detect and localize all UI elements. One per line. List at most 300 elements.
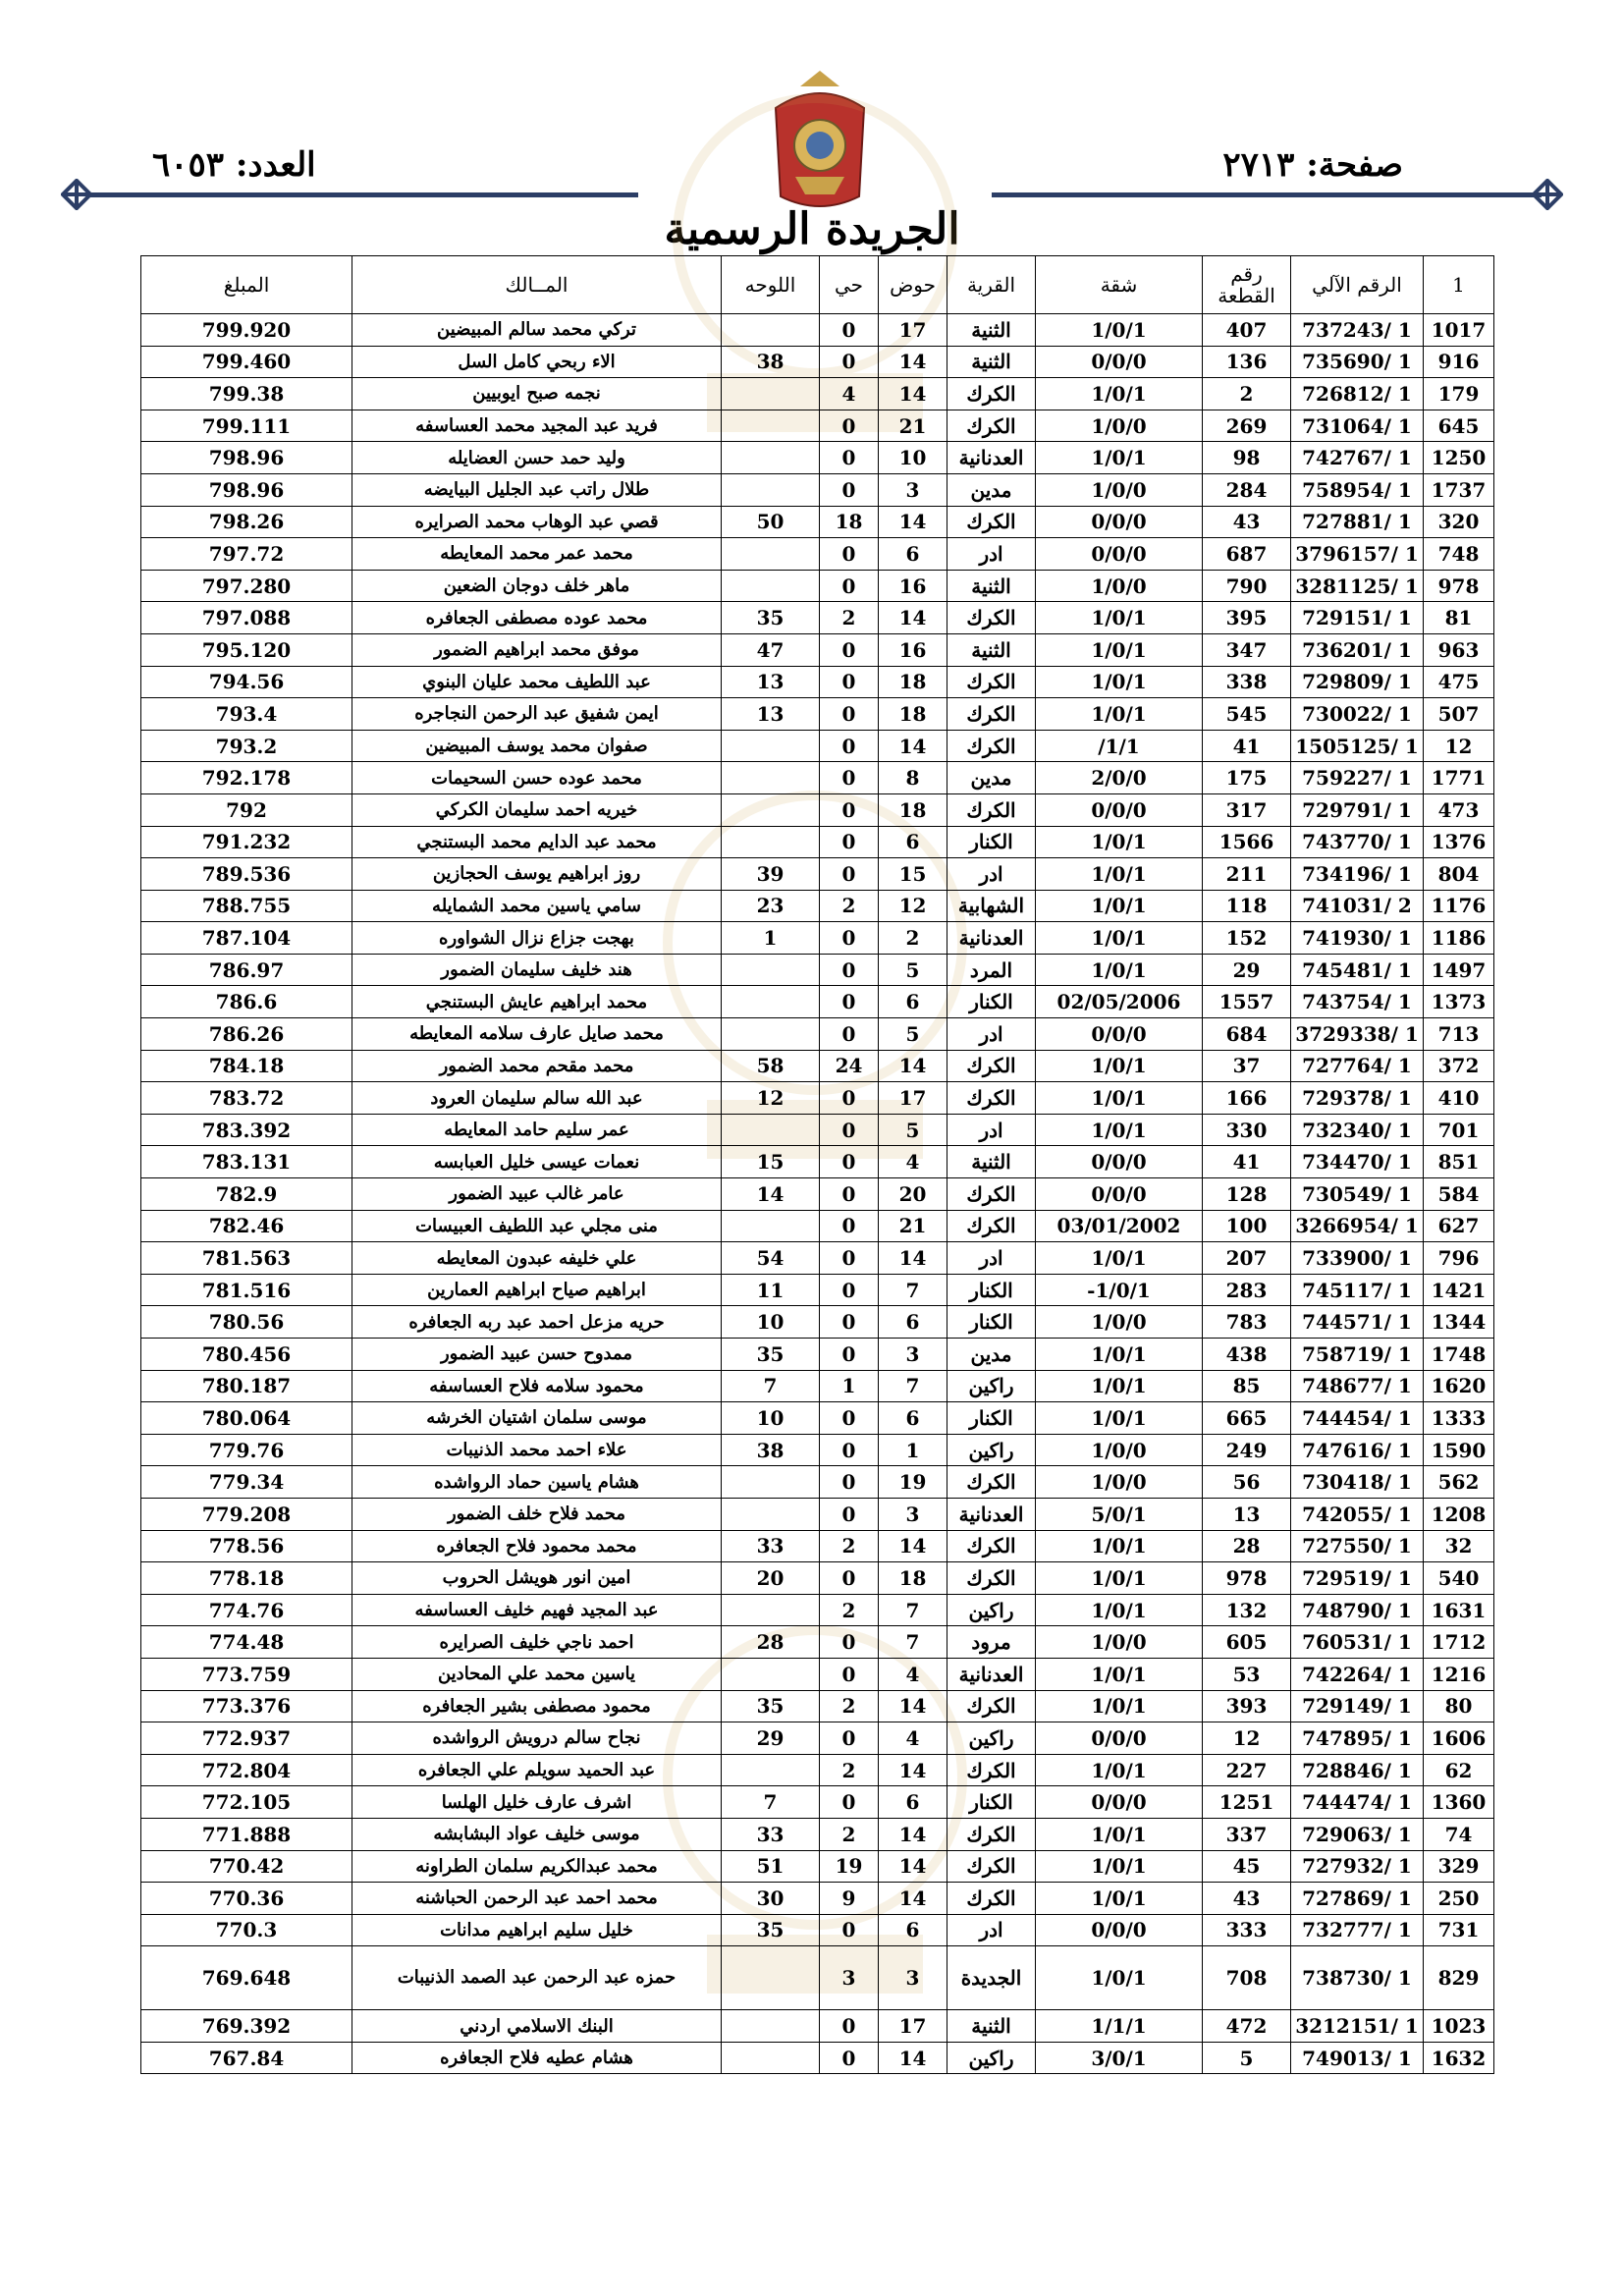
board-cell: 29 — [722, 1722, 820, 1755]
auto-number-cell: 1 /727550 — [1291, 1530, 1424, 1562]
village-cell: الكرك — [947, 1690, 1036, 1722]
basin-cell: 7 — [879, 1370, 947, 1402]
table-row — [141, 633, 1494, 666]
auto-number-cell: 1 /729791 — [1291, 793, 1424, 826]
district-cell: 0 — [820, 473, 879, 506]
apartment-cell: 1/1/1 — [1036, 2010, 1203, 2043]
serial-cell: 179 — [1424, 378, 1494, 410]
owner-cell: حريه مزعل احمد عبد ربه الجعافره — [352, 1306, 722, 1339]
district-cell: 0 — [820, 1242, 879, 1275]
auto-number-cell: 1 /1505125 — [1291, 730, 1424, 762]
basin-cell: 6 — [879, 1402, 947, 1435]
amount-cell: 792.178 — [141, 762, 352, 794]
plot-number-cell: 41 — [1203, 730, 1291, 762]
owner-cell: محمود سلامه فلاح العساسفه — [352, 1370, 722, 1402]
district-cell: 0 — [820, 633, 879, 666]
serial-cell: 1376 — [1424, 826, 1494, 858]
apartment-cell: 0/0/0 — [1036, 346, 1203, 378]
amount-cell: 780.187 — [141, 1370, 352, 1402]
board-cell: 7 — [722, 1370, 820, 1402]
village-cell: الكرك — [947, 410, 1036, 442]
serial-cell: 1620 — [1424, 1370, 1494, 1402]
board-cell: 58 — [722, 1050, 820, 1082]
basin-cell: 14 — [879, 378, 947, 410]
plot-number-cell: 605 — [1203, 1626, 1291, 1659]
amount-cell: 792 — [141, 793, 352, 826]
basin-cell: 7 — [879, 1594, 947, 1626]
district-cell: 0 — [820, 826, 879, 858]
apartment-cell: 1/0/1 — [1036, 890, 1203, 922]
auto-number-cell: 1 /730549 — [1291, 1178, 1424, 1211]
header-rule-left — [88, 192, 638, 197]
table-row — [141, 570, 1494, 602]
district-cell: 9 — [820, 1883, 879, 1915]
apartment-cell: 1/0/1 — [1036, 1658, 1203, 1690]
auto-number-cell: 1 /747895 — [1291, 1722, 1424, 1755]
auto-number-cell: 1 /732340 — [1291, 1114, 1424, 1146]
board-cell — [722, 826, 820, 858]
village-cell: مرود — [947, 1626, 1036, 1659]
column-header: شقة — [1036, 256, 1203, 314]
plot-number-cell: 227 — [1203, 1754, 1291, 1786]
table-row — [141, 1018, 1494, 1051]
owner-cell: روز ابراهيم يوسف الحجازين — [352, 858, 722, 891]
board-cell — [722, 1018, 820, 1051]
serial-cell: 540 — [1424, 1562, 1494, 1595]
plot-number-cell: 100 — [1203, 1210, 1291, 1242]
serial-cell: 731 — [1424, 1914, 1494, 1946]
amount-cell: 772.804 — [141, 1754, 352, 1786]
board-cell — [722, 1594, 820, 1626]
owner-cell: ممدوح حسن عبيد الضمور — [352, 1339, 722, 1371]
plot-number-cell: 211 — [1203, 858, 1291, 891]
auto-number-cell: 1 /732777 — [1291, 1914, 1424, 1946]
district-cell: 2 — [820, 890, 879, 922]
basin-cell: 7 — [879, 1626, 947, 1659]
table-row — [141, 1722, 1494, 1755]
auto-number-cell: 1 /3281125 — [1291, 570, 1424, 602]
district-cell: 0 — [820, 730, 879, 762]
auto-number-cell: 1 /728846 — [1291, 1754, 1424, 1786]
serial-cell: 829 — [1424, 1946, 1494, 2010]
apartment-cell: 1/0/1 — [1036, 1946, 1203, 2010]
village-cell: مدين — [947, 1339, 1036, 1371]
auto-number-cell: 1 /727869 — [1291, 1883, 1424, 1915]
page-number: صفحة: ٢٧١٣ — [1222, 145, 1403, 185]
plot-number-cell: 393 — [1203, 1690, 1291, 1722]
table-row — [141, 986, 1494, 1018]
column-header: رقم القطعة — [1203, 256, 1291, 314]
village-cell: العدنانية — [947, 1498, 1036, 1530]
table-row — [141, 442, 1494, 474]
basin-cell: 4 — [879, 1722, 947, 1755]
column-header: اللوحه — [722, 256, 820, 314]
column-header: القرية — [947, 256, 1036, 314]
table-row — [141, 1339, 1494, 1371]
district-cell: 0 — [820, 1178, 879, 1211]
owner-cell: منى مجلي عبد اللطيف العبيسات — [352, 1210, 722, 1242]
village-cell: الكرك — [947, 602, 1036, 634]
header-rule-right — [992, 192, 1542, 197]
owner-cell: محمد عوده حسن السحيمات — [352, 762, 722, 794]
apartment-cell: 1/0/1 — [1036, 1562, 1203, 1595]
table-row — [141, 1114, 1494, 1146]
auto-number-cell: 1 /741930 — [1291, 922, 1424, 955]
village-cell: ادر — [947, 858, 1036, 891]
serial-cell: 250 — [1424, 1883, 1494, 1915]
basin-cell: 14 — [879, 1242, 947, 1275]
auto-number-cell: 2 /741031 — [1291, 890, 1424, 922]
apartment-cell: 1/0/1 — [1036, 1690, 1203, 1722]
table-row — [141, 602, 1494, 634]
table-row — [141, 378, 1494, 410]
district-cell: 0 — [820, 442, 879, 474]
plot-number-cell: 118 — [1203, 890, 1291, 922]
district-cell: 0 — [820, 2042, 879, 2074]
auto-number-cell: 1 /3729338 — [1291, 1018, 1424, 1051]
plot-number-cell: 207 — [1203, 1242, 1291, 1275]
auto-number-cell: 1 /727932 — [1291, 1850, 1424, 1883]
table-row — [141, 1946, 1494, 2010]
board-cell: 47 — [722, 633, 820, 666]
apartment-cell: 0/0/0 — [1036, 1786, 1203, 1819]
amount-cell: 779.34 — [141, 1466, 352, 1499]
amount-cell: 770.3 — [141, 1914, 352, 1946]
apartment-cell: 1/0/1 — [1036, 1818, 1203, 1850]
district-cell: 24 — [820, 1050, 879, 1082]
table-row — [141, 698, 1494, 731]
apartment-cell: 1/0/1 — [1036, 1883, 1203, 1915]
table-row — [141, 1883, 1494, 1915]
board-cell — [722, 314, 820, 347]
serial-cell: 562 — [1424, 1466, 1494, 1499]
village-cell: الكرك — [947, 1050, 1036, 1082]
serial-cell: 584 — [1424, 1178, 1494, 1211]
plot-number-cell: 37 — [1203, 1050, 1291, 1082]
owner-cell: موسى خليف عواد البشابشه — [352, 1818, 722, 1850]
apartment-cell: 1/0/1 — [1036, 922, 1203, 955]
owner-cell: محمد عبد الدايم محمد البستنجي — [352, 826, 722, 858]
table-row — [141, 954, 1494, 986]
district-cell: 2 — [820, 1754, 879, 1786]
amount-cell: 799.920 — [141, 314, 352, 347]
owner-cell: طلال راتب عبد الجليل البيايضه — [352, 473, 722, 506]
amount-cell: 797.280 — [141, 570, 352, 602]
district-cell: 0 — [820, 954, 879, 986]
table-row — [141, 730, 1494, 762]
amount-cell: 772.937 — [141, 1722, 352, 1755]
village-cell: راكين — [947, 1370, 1036, 1402]
plot-number-cell: 166 — [1203, 1082, 1291, 1115]
apartment-cell: 0/0/0 — [1036, 1146, 1203, 1178]
amount-cell: 794.56 — [141, 666, 352, 698]
board-cell: 10 — [722, 1402, 820, 1435]
table-row — [141, 1754, 1494, 1786]
serial-cell: 1208 — [1424, 1498, 1494, 1530]
amount-cell: 798.96 — [141, 473, 352, 506]
plot-number-cell: 687 — [1203, 538, 1291, 571]
serial-cell: 1373 — [1424, 986, 1494, 1018]
apartment-cell: 0/0/0 — [1036, 793, 1203, 826]
basin-cell: 16 — [879, 570, 947, 602]
auto-number-cell: 1 /726812 — [1291, 378, 1424, 410]
auto-number-cell: 1 /729809 — [1291, 666, 1424, 698]
board-cell — [722, 1946, 820, 2010]
district-cell: 0 — [820, 698, 879, 731]
auto-number-cell: 1 /758719 — [1291, 1339, 1424, 1371]
board-cell: 38 — [722, 346, 820, 378]
auto-number-cell: 1 /730022 — [1291, 698, 1424, 731]
plot-number-cell: 43 — [1203, 506, 1291, 538]
apartment-cell: 1/0/1 — [1036, 954, 1203, 986]
apartment-cell: 1/0/1 — [1036, 1402, 1203, 1435]
amount-cell: 799.460 — [141, 346, 352, 378]
table-row — [141, 1786, 1494, 1819]
table-row — [141, 1498, 1494, 1530]
district-cell: 18 — [820, 506, 879, 538]
amount-cell: 770.42 — [141, 1850, 352, 1883]
auto-number-cell: 1 /729151 — [1291, 602, 1424, 634]
amount-cell: 799.38 — [141, 378, 352, 410]
table-row — [141, 314, 1494, 347]
plot-number-cell: 152 — [1203, 922, 1291, 955]
table-body — [141, 314, 1494, 2074]
plot-number-cell: 438 — [1203, 1339, 1291, 1371]
board-cell — [722, 442, 820, 474]
basin-cell: 17 — [879, 314, 947, 347]
auto-number-cell: 1 /760531 — [1291, 1626, 1424, 1659]
apartment-cell: 1/0/0 — [1036, 1466, 1203, 1499]
amount-cell: 773.376 — [141, 1690, 352, 1722]
owner-cell: عبد المجيد فهيم خليف العساسفه — [352, 1594, 722, 1626]
board-cell: 28 — [722, 1626, 820, 1659]
amount-cell: 791.232 — [141, 826, 352, 858]
board-cell: 13 — [722, 666, 820, 698]
owner-cell: محمد عوده مصطفى الجعافره — [352, 602, 722, 634]
amount-cell: 783.72 — [141, 1082, 352, 1115]
amount-cell: 780.456 — [141, 1339, 352, 1371]
basin-cell: 6 — [879, 1914, 947, 1946]
table-row — [141, 666, 1494, 698]
auto-number-cell: 1 /749013 — [1291, 2042, 1424, 2074]
village-cell: الكرك — [947, 666, 1036, 698]
village-cell: الكرك — [947, 1850, 1036, 1883]
board-cell: 15 — [722, 1146, 820, 1178]
serial-cell: 1250 — [1424, 442, 1494, 474]
table-row — [141, 1850, 1494, 1883]
board-cell — [722, 1754, 820, 1786]
plot-number-cell: 132 — [1203, 1594, 1291, 1626]
basin-cell: 14 — [879, 730, 947, 762]
board-cell — [722, 1210, 820, 1242]
district-cell: 2 — [820, 1530, 879, 1562]
column-header: 1 — [1424, 256, 1494, 314]
village-cell: العدنانية — [947, 1658, 1036, 1690]
table-row — [141, 1370, 1494, 1402]
owner-cell: نجاح سالم درويش الرواشده — [352, 1722, 722, 1755]
serial-cell: 1360 — [1424, 1786, 1494, 1819]
table-row — [141, 1594, 1494, 1626]
board-cell: 35 — [722, 1690, 820, 1722]
auto-number-cell: 1 /729378 — [1291, 1082, 1424, 1115]
plot-number-cell: 1251 — [1203, 1786, 1291, 1819]
district-cell: 0 — [820, 1722, 879, 1755]
plot-number-cell: 85 — [1203, 1370, 1291, 1402]
table-row — [141, 1466, 1494, 1499]
village-cell: الكرك — [947, 1562, 1036, 1595]
owner-cell: تركي محمد سالم المبيضين — [352, 314, 722, 347]
basin-cell: 14 — [879, 602, 947, 634]
village-cell: الثنية — [947, 570, 1036, 602]
table-row — [141, 793, 1494, 826]
amount-cell: 783.392 — [141, 1114, 352, 1146]
serial-cell: 74 — [1424, 1818, 1494, 1850]
plot-number-cell: 249 — [1203, 1434, 1291, 1466]
amount-cell: 782.46 — [141, 1210, 352, 1242]
apartment-cell: 0/0/0 — [1036, 538, 1203, 571]
village-cell: ادر — [947, 1018, 1036, 1051]
apartment-cell: 1/0/1 — [1036, 1114, 1203, 1146]
plot-number-cell: 13 — [1203, 1498, 1291, 1530]
village-cell: راكين — [947, 1722, 1036, 1755]
basin-cell: 12 — [879, 890, 947, 922]
basin-cell: 10 — [879, 442, 947, 474]
board-cell: 33 — [722, 1818, 820, 1850]
plot-number-cell: 337 — [1203, 1818, 1291, 1850]
village-cell: العدنانية — [947, 442, 1036, 474]
owner-cell: هشام عطيه فلاح الجعافره — [352, 2042, 722, 2074]
table-row — [141, 346, 1494, 378]
basin-cell: 14 — [879, 506, 947, 538]
amount-cell: 769.648 — [141, 1946, 352, 2010]
serial-cell: 1216 — [1424, 1658, 1494, 1690]
basin-cell: 14 — [879, 1050, 947, 1082]
amount-cell: 772.105 — [141, 1786, 352, 1819]
owner-cell: محمد مقحم محمد الضمور — [352, 1050, 722, 1082]
board-cell — [722, 762, 820, 794]
basin-cell: 18 — [879, 666, 947, 698]
plot-number-cell: 28 — [1203, 1530, 1291, 1562]
owner-cell: علي خليفه عبدون المعايطه — [352, 1242, 722, 1275]
basin-cell: 17 — [879, 1082, 947, 1115]
apartment-cell: 1/0/1 — [1036, 602, 1203, 634]
owner-cell: هشام ياسين حماد الرواشده — [352, 1466, 722, 1499]
serial-cell: 1590 — [1424, 1434, 1494, 1466]
basin-cell: 14 — [879, 1530, 947, 1562]
table-row — [141, 922, 1494, 955]
table-row — [141, 473, 1494, 506]
apartment-cell: 1/0/1 — [1036, 1082, 1203, 1115]
board-cell — [722, 570, 820, 602]
auto-number-cell: 1 /736201 — [1291, 633, 1424, 666]
basin-cell: 16 — [879, 633, 947, 666]
amount-cell: 793.2 — [141, 730, 352, 762]
village-cell: الكرك — [947, 1818, 1036, 1850]
serial-cell: 1023 — [1424, 2010, 1494, 2043]
apartment-cell: 0/0/0 — [1036, 1722, 1203, 1755]
auto-number-cell: 1 /745481 — [1291, 954, 1424, 986]
table-row — [141, 1658, 1494, 1690]
column-header: المــالك — [352, 256, 722, 314]
table-row — [141, 2010, 1494, 2043]
district-cell: 0 — [820, 314, 879, 347]
basin-cell: 14 — [879, 1690, 947, 1722]
basin-cell: 1 — [879, 1434, 947, 1466]
apartment-cell: 1/0/1 — [1036, 666, 1203, 698]
table-row — [141, 1530, 1494, 1562]
amount-cell: 779.76 — [141, 1434, 352, 1466]
serial-cell: 507 — [1424, 698, 1494, 731]
board-cell — [722, 473, 820, 506]
page-header — [0, 0, 1624, 255]
serial-cell: 1186 — [1424, 922, 1494, 955]
serial-cell: 1333 — [1424, 1402, 1494, 1435]
amount-cell: 786.97 — [141, 954, 352, 986]
plot-number-cell: 545 — [1203, 698, 1291, 731]
auto-number-cell: 1 /733900 — [1291, 1242, 1424, 1275]
board-cell: 38 — [722, 1434, 820, 1466]
owner-cell: عبد الله سالم سليمان العرود — [352, 1082, 722, 1115]
apartment-cell: 1/0/0 — [1036, 410, 1203, 442]
apartment-cell: 1/0/1 — [1036, 858, 1203, 891]
owner-cell: قصي عبد الوهاب محمد الصرايره — [352, 506, 722, 538]
serial-cell: 627 — [1424, 1210, 1494, 1242]
basin-cell: 19 — [879, 1466, 947, 1499]
board-cell — [722, 1466, 820, 1499]
basin-cell: 15 — [879, 858, 947, 891]
village-cell: ادر — [947, 1914, 1036, 1946]
table-row — [141, 890, 1494, 922]
district-cell: 0 — [820, 922, 879, 955]
table-row — [141, 826, 1494, 858]
apartment-cell: 1/0/1 — [1036, 826, 1203, 858]
district-cell: 0 — [820, 666, 879, 698]
district-cell: 0 — [820, 858, 879, 891]
auto-number-cell: 1 /744474 — [1291, 1786, 1424, 1819]
auto-number-cell: 1 /727764 — [1291, 1050, 1424, 1082]
district-cell: 2 — [820, 1818, 879, 1850]
table-row — [141, 1914, 1494, 1946]
serial-cell: 978 — [1424, 570, 1494, 602]
amount-cell: 786.6 — [141, 986, 352, 1018]
basin-cell: 21 — [879, 410, 947, 442]
apartment-cell: 1/0/1 — [1036, 1850, 1203, 1883]
basin-cell: 14 — [879, 346, 947, 378]
basin-cell: 5 — [879, 954, 947, 986]
table-row — [141, 1210, 1494, 1242]
board-cell: 11 — [722, 1274, 820, 1306]
district-cell: 19 — [820, 1850, 879, 1883]
owner-cell: اشرف عارف خليل الهلسا — [352, 1786, 722, 1819]
basin-cell: 14 — [879, 1818, 947, 1850]
plot-number-cell: 45 — [1203, 1850, 1291, 1883]
table-row — [141, 762, 1494, 794]
serial-cell: 963 — [1424, 633, 1494, 666]
village-cell: الجديدة — [947, 1946, 1036, 2010]
table-row — [141, 410, 1494, 442]
plot-number-cell: 317 — [1203, 793, 1291, 826]
owner-cell: محمد عبدالكريم سلمان الطراونه — [352, 1850, 722, 1883]
apartment-cell: 0/0/0 — [1036, 1178, 1203, 1211]
serial-cell: 701 — [1424, 1114, 1494, 1146]
owner-cell: سامي ياسين محمد الشمايله — [352, 890, 722, 922]
serial-cell: 748 — [1424, 538, 1494, 571]
auto-number-cell: 1 /729149 — [1291, 1690, 1424, 1722]
amount-cell: 795.120 — [141, 633, 352, 666]
district-cell: 0 — [820, 1498, 879, 1530]
basin-cell: 6 — [879, 538, 947, 571]
board-cell — [722, 410, 820, 442]
